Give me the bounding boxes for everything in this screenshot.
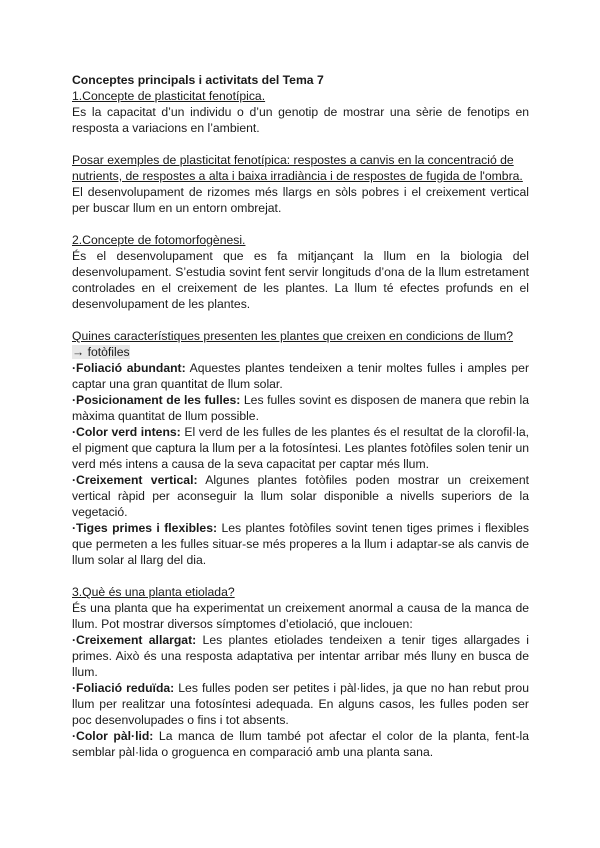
photophile-arrow-line	[72, 344, 529, 360]
document-title: Conceptes principals i activitats del Tema 7	[72, 73, 324, 87]
item-label: ·Foliació abundant:	[72, 361, 186, 375]
item-text: Aquestes plantes tendeixen a tenir moltes fulles i amples per captar una gran quantitat de llum solar.	[72, 361, 530, 391]
spacer	[72, 216, 529, 232]
section-3-body: És una planta que ha experimentat un creixement anormal a causa de la manca de llum. Pot mostrar diversos símptomes d’etiolació, que inclouen:	[72, 601, 529, 631]
item-text: Algunes plantes fotòfiles poden mostrar un creixement vertical ràpid per aconseguir la llum solar disponible a nivells superiors de la vegetació.	[72, 473, 530, 519]
item-label: ·Color verd intens:	[72, 425, 181, 439]
item-label: ·Color pàl·lid:	[72, 729, 154, 743]
item-text: Les plantes etiolades tendeixen a tenir tiges allargades i primes. Això és una resposta adaptativa per intentar arribar més lluny en busca de llum.	[72, 633, 529, 679]
item-label: ·Posicionament de les fulles:	[72, 393, 241, 407]
section-1-body: Es la capacitat d’un individu o d’un genotip de mostrar una sèrie de fenotips en resposta a variacions en l’ambient.	[72, 105, 529, 135]
list-item	[72, 632, 529, 680]
section-2-body: És el desenvolupament que es fa mitjançant la llum en la biologia del desenvolupament. S’estudia sovint fent servir longituds d’ona de la llum estretament controlades en el creixement de les plantes. La llum té efectes profunds en el desenvolupament de les plantes.	[72, 249, 529, 311]
item-label: ·Foliació reduïda:	[72, 681, 175, 695]
item-text: Les fulles poden ser petites i pàl·lides, ja que no han rebut prou llum per realitzar una fotosíntesi adequada. En alguns casos, les fulles poden ser poc desenvolupades o fins i tot absents.	[72, 681, 529, 727]
item-text: Les plantes fotòfiles sovint tenen tiges primes i flexibles que permeten a les fulles situar-se més properes a la llum i adaptar-se als canvis de llum solar al llarg del dia.	[72, 521, 529, 567]
item-text: La manca de llum també pot afectar el color de la planta, fent-la semblar pàl·lida o groguenca en comparació amb una planta sana.	[72, 729, 529, 759]
spacer	[72, 136, 529, 152]
section-2b-heading: Quines característiques presenten les plantes que creixen en condicions de llum?	[72, 329, 514, 343]
spacer	[72, 312, 529, 328]
section-1b-body: El desenvolupament de rizomes més llargs en sòls pobres i el creixement vertical per buscar llum en un entorn ombrejat.	[72, 185, 529, 215]
list-item	[72, 424, 529, 472]
section-1-heading: 1.Concepte de plasticitat fenotípica.	[72, 89, 266, 103]
item-label: ·Creixement allargat:	[72, 633, 197, 647]
item-label: ·Creixement vertical:	[72, 473, 198, 487]
list-item	[72, 360, 529, 392]
list-item	[72, 728, 529, 760]
list-item	[72, 392, 529, 424]
list-item	[72, 520, 529, 568]
photophile-label: → fotòfiles	[72, 345, 130, 359]
item-text: Les fulles sovint es disposen de manera que rebin la màxima quantitat de llum possible.	[72, 393, 529, 423]
list-item	[72, 472, 529, 520]
spacer	[72, 568, 529, 584]
section-3-heading: 3.Què és una planta etiolada?	[72, 585, 235, 599]
section-2-heading: 2.Concepte de fotomorfogènesi.	[72, 233, 246, 247]
item-text: El verd de les fulles de les plantes és el resultat de la clorofil·la, el pigment que captura la llum per a la fotosíntesi. Les plantes fotòfiles solen tenir un verd més intens a causa de la seva capacitat per captar més llum.	[72, 425, 529, 471]
section-1b-heading: Posar exemples de plasticitat fenotípica: respostes a canvis en la concentració de nutrients, de respostes a alta i baixa irradiància i de respostes de fugida de l'ombra.	[72, 153, 523, 183]
item-label: ·Tiges primes i flexibles:	[72, 521, 218, 535]
list-item	[72, 680, 529, 728]
